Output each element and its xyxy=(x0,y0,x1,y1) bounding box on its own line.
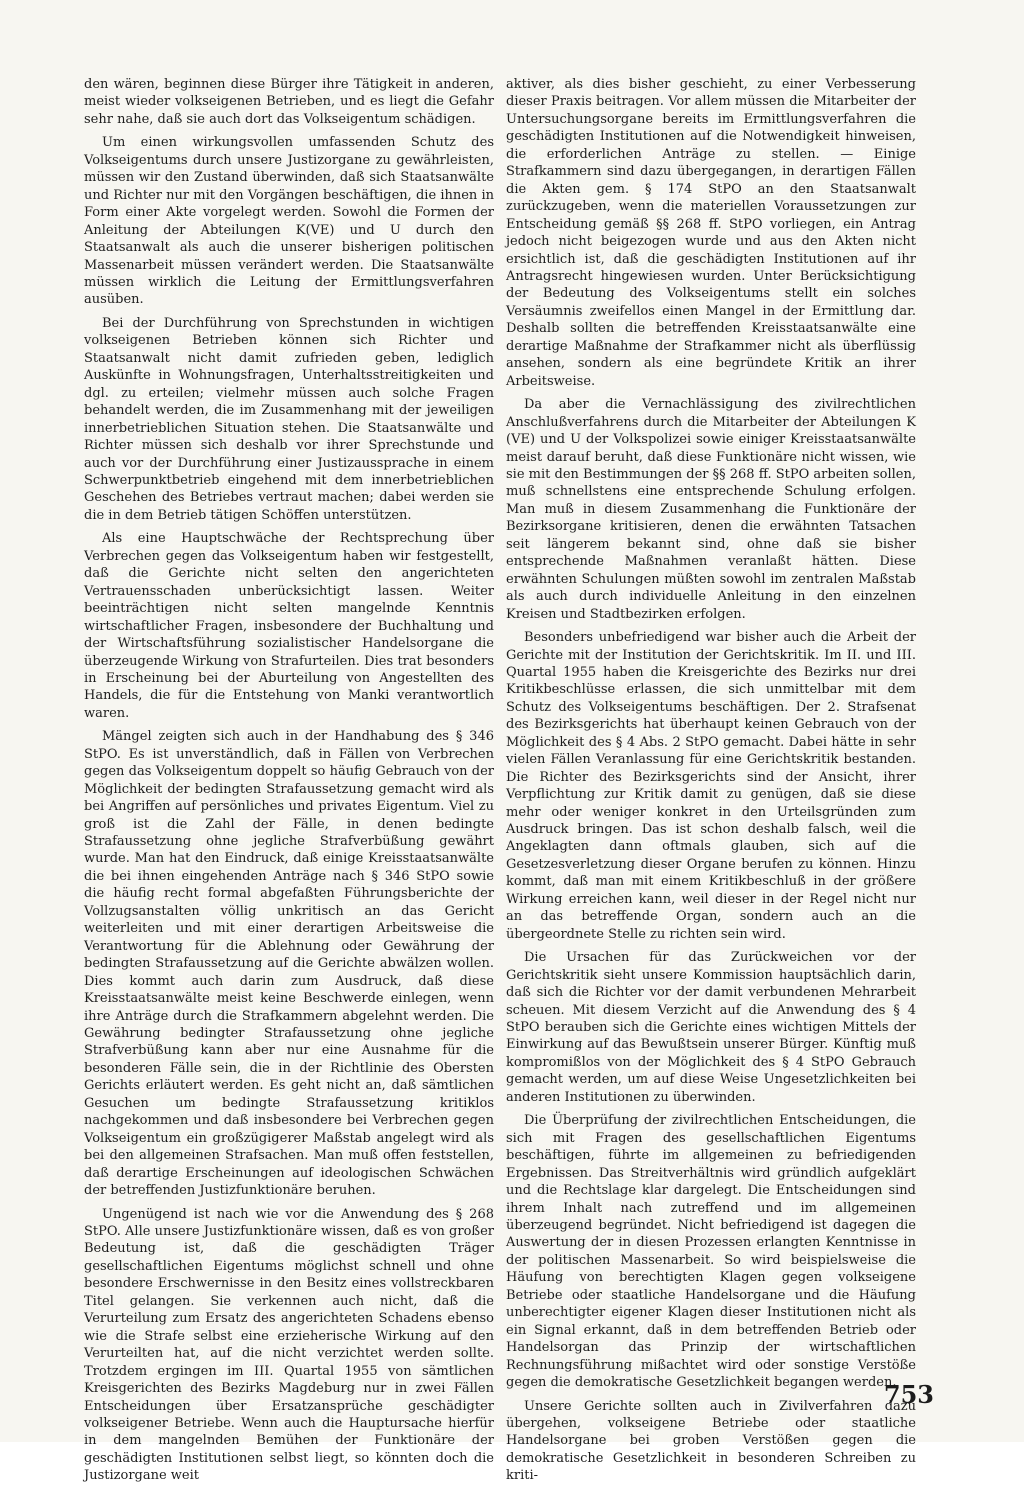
paragraph: den wären, beginnen diese Bürger ihre Tätigkeit in anderen, meist wieder volkseigenen Betrieben, und es liegt die Gefahr sehr nahe, daß sie auch dort das Volkseigentum schädigen. xyxy=(84,77,494,127)
page-number: 753 xyxy=(883,1380,934,1409)
paragraph: Mängel zeigten sich auch in der Handhabung des § 346 StPO. Es ist unverständlich, daß in Fällen von Verbrechen gegen das Volkseigentum doppelt so häufig Gebrauch von der Möglichkeit der bedingten Strafaussetzung gemacht wird als bei Angriffen auf persönliches und privates Eigentum. Viel zu groß ist die Zahl der Fälle, in denen bedingte Strafaussetzung ohne jegliche Strafverbüßung gewährt wurde. Man hat den Eindruck, daß einige Kreisstaatsanwälte die bei ihnen eingehenden Anträge nach § 346 StPO sowie die häufig recht formal abgefaßten Führungsberichte der Vollzugsanstalten völlig unkritisch an das Gericht weiterleiten und mit einer derartigen Arbeitsweise die Verantwortung für die Ablehnung oder Gewährung der bedingten Strafaussetzung auf die Gerichte abwälzen wollen. Dies kommt auch darin zum Ausdruck, daß diese Kreisstaatsanwälte meist keine Beschwerde einlegen, wenn ihre Anträge durch die Strafkammern abgelehnt werden. Die Gewährung bedingter Strafaussetzung ohne jegliche Strafverbüßung kann aber nur eine Ausnahme für die besonderen Fälle sein, die in der Richtlinie des Obersten Gerichts erläutert werden. Es geht nicht an, daß sämtlichen Gesuchen um bedingte Strafaussetzung kritiklos nachgekommen und daß insbesondere bei Verbrechen gegen Volkseigentum ein großzügigerer Maßstab angelegt wird als bei den allgemeinen Strafsachen. Man muß offen feststellen, daß derartige Erscheinungen auf ideologischen Schwächen der betreffenden Justizfunktionäre beruhen. xyxy=(84,729,494,1199)
paragraph: Die Ursachen für das Zurückweichen vor der Gerichtskritik sieht unsere Kommission hauptsächlich darin, daß sich die Richter vor der damit verbundenen Mehrarbeit scheuen. Mit diesem Verzicht auf die Anwendung des § 4 StPO berauben sich die Gerichte eines wichtigen Mittels der Einwirkung auf das Bewußtsein unserer Bürger. Künftig muß kompromißlos von der Möglichkeit des § 4 StPO Gebrauch gemacht werden, um auf diese Weise Ungesetzlichkeiten bei anderen Institutionen zu überwinden. xyxy=(506,950,916,1105)
paragraph: Da aber die Vernachlässigung des zivilrechtlichen Anschlußverfahrens durch die Mitarbeiter der Abteilungen K (VE) und U der Volkspolizei sowie einiger Kreisstaatsanwälte meist darauf beruht, daß diese Funktionäre nicht wissen, wie sie mit den Bestimmungen der §§ 268 ff. StPO arbeiten sollen, muß schnellstens eine entsprechende Schulung erfolgen. Man muß in diesem Zusammenhang die Funktionäre der Bezirksorgane kritisieren, denen die erwähnten Tatsachen seit längerem bekannt sind, ohne daß sie bisher entsprechende Maßnahmen veranlaßt hätten. Diese erwähnten Schulungen müßten sowohl im zentralen Maßstab als auch durch individuelle Anleitung in den einzelnen Kreisen und Stadtbezirken erfolgen. xyxy=(506,397,916,622)
paragraph: aktiver, als dies bisher geschieht, zu einer Verbesserung dieser Praxis beitragen. Vor allem müssen die Mitarbeiter der Untersuchungsorgane bereits im Ermittlungsverfahren die geschädigten Institutionen auf die Notwendigkeit hinweisen, die erforderlichen Anträge zu stellen. — Einige Strafkammern sind dazu übergegangen, in derartigen Fällen die Akten gem. § 174 StPO an den Staatsanwalt zurückzugeben, wenn die materiellen Voraussetzungen zur Entscheidung gemäß §§ 268 ff. StPO vorliegen, ein Antrag jedoch nicht beigezogen wurde und aus den Akten nicht ersichtlich ist, daß die geschädigten Institutionen auf ihr Antragsrecht hingewiesen wurden. Unter Berücksichtigung der Bedeutung des Volkseigentums stellt ein solches Versäumnis zweifellos einen Mangel in der Ermittlung dar. Deshalb sollten die betreffenden Kreisstaatsanwälte eine derartige Maßnahme der Strafkammer nicht als überflüssig ansehen, sondern als eine begründete Kritik an ihrer Arbeitsweise. xyxy=(506,77,916,389)
paragraph: Bei der Durchführung von Sprechstunden in wichtigen volkseigenen Betrieben können sich Richter und Staatsanwalt nicht damit zufrieden geben, lediglich Auskünfte in Wohnungsfragen, Unterhaltsstreitigkeiten und dgl. zu erteilen; vielmehr müssen auch solche Fragen behandelt werden, die im Zusammenhang mit der jeweiligen innerbetrieblichen Situation stehen. Die Staatsanwälte und Richter müssen sich deshalb vor ihrer Sprechstunde und auch vor der Durchführung einer Justizaussprache in einem Schwerpunktbetrieb eingehend mit dem innerbetrieblichen Geschehen des Betriebes vertraut machen; dabei werden sie die in dem Betrieb tätigen Schöffen unterstützen. xyxy=(84,315,494,523)
paragraph: Die Überprüfung der zivilrechtlichen Entscheidungen, die sich mit Fragen des gesellschaftlichen Eigentums beschäftigen, führte im allgemeinen zu befriedigenden Ergebnissen. Das Streitverhältnis wird gründlich aufgeklärt und die Rechtslage klar dargelegt. Die Entscheidungen sind ihrem Inhalt nach zutreffend und im allgemeinen überzeugend begründet. Nicht befriedigend ist dagegen die Auswertung der in diesen Prozessen erlangten Kenntnisse in der politischen Massenarbeit. So wird beispielsweise die Häufung von berechtigten Klagen gegen volkseigene Betriebe oder staatliche Handelsorgane und die Häufung unberechtigter eigener Klagen dieser Institutionen nicht als ein Signal erkannt, daß in dem betreffenden Betrieb oder Handelsorgan das Prinzip der wirtschaftlichen Rechnungsführung mißachtet wird oder sonstige Verstöße gegen die demokratische Gesetzlichkeit begangen werden. xyxy=(506,1113,916,1391)
paragraph: Besonders unbefriedigend war bisher auch die Arbeit der Gerichte mit der Institution der Gerichtskritik. Im II. und III. Quartal 1955 haben die Kreisgerichte des Bezirks nur drei Kritikbeschlüsse erlassen, die sich unmittelbar mit dem Schutz des Volkseigentums beschäftigen. Der 2. Strafsenat des Bezirksgerichts hat überhaupt keinen Gebrauch von der Möglichkeit des § 4 Abs. 2 StPO gemacht. Dabei hätte in sehr vielen Fällen Veranlassung für eine Gerichtskritik bestanden. Die Richter des Bezirksgerichts sind der Ansicht, ihrer Verpflichtung zur Kritik damit zu genügen, daß sie diese mehr oder weniger konkret in den Urteilsgründen zum Ausdruck bringen. Das ist schon deshalb falsch, weil die Angeklagten dann oftmals glauben, sich auf die Gesetzesverletzung dieser Organe berufen zu können. Hinzu kommt, daß man mit einem Kritikbeschluß in der größere Wirkung erreichen kann, weil dieser in der Regel nicht nur an das betreffende Organ, sondern auch an die übergeordnete Stelle zu richten sein wird. xyxy=(506,630,916,942)
right-text-column xyxy=(506,76,916,1491)
paragraph: Als eine Hauptschwäche der Rechtsprechung über Verbrechen gegen das Volkseigentum haben wir festgestellt, daß die Gerichte nicht selten den angerichteten Vertrauensschaden unberücksichtigt lassen. Weiter beeinträchtigen nicht selten mangelnde Kenntnis wirtschaftlicher Fragen, insbesondere der Buchhaltung und der Wirtschaftsführung sozialistischer Handelsorgane die überzeugende Wirkung von Strafurteilen. Dies trat besonders in Erscheinung bei der Aburteilung von Angestellten des Handels, die für die Entstehung von Manki verantwortlich waren. xyxy=(84,531,494,721)
paragraph: Um einen wirkungsvollen umfassenden Schutz des Volkseigentums durch unsere Justizorgane zu gewährleisten, müssen wir den Zustand überwinden, daß sich Staatsanwälte und Richter nur mit den Vorgängen beschäftigen, die ihnen in Form einer Akte vorgelegt werden. Sowohl die Formen der Anleitung der Abteilungen K(VE) und U durch den Staatsanwalt als auch die unserer bisherigen politischen Massenarbeit müssen verändert werden. Die Staatsanwälte müssen wirklich die Leitung der Ermittlungsverfahren ausüben. xyxy=(84,135,494,308)
paragraph: Unsere Gerichte sollten auch in Zivilverfahren dazu übergehen, volkseigene Betriebe oder staatliche Handelsorgane bei groben Verstößen gegen die demokratische Gesetzlichkeit in besonderen Schreiben zu kriti- xyxy=(506,1398,916,1484)
paragraph: Ungenügend ist nach wie vor die Anwendung des § 268 StPO. Alle unsere Justizfunktionäre wissen, daß es von großer Bedeutung ist, daß die geschädigten Träger gesellschaftlichen Eigentums möglichst schnell und ohne besondere Erschwernisse in den Besitz eines vollstreckbaren Titel gelangen. Sie verkennen auch nicht, daß die Verurteilung zum Ersatz des angerichteten Schadens ebenso wie die Strafe selbst eine erzieherische Wirkung auf den Verurteilten hat, auf die nicht verzichtet werden sollte. Trotzdem ergingen im III. Quartal 1955 von sämtlichen Kreisgerichten des Bezirks Magdeburg nur in zwei Fällen Entscheidungen über Ersatzansprüche geschädigter volkseigener Betriebe. Wenn auch die Hauptursache hierfür in dem mangelnden Bemühen der Funktionäre der geschädigten Institutionen selbst liegt, so könnten doch die Justizorgane weit xyxy=(84,1206,494,1484)
left-text-column xyxy=(84,76,494,1491)
